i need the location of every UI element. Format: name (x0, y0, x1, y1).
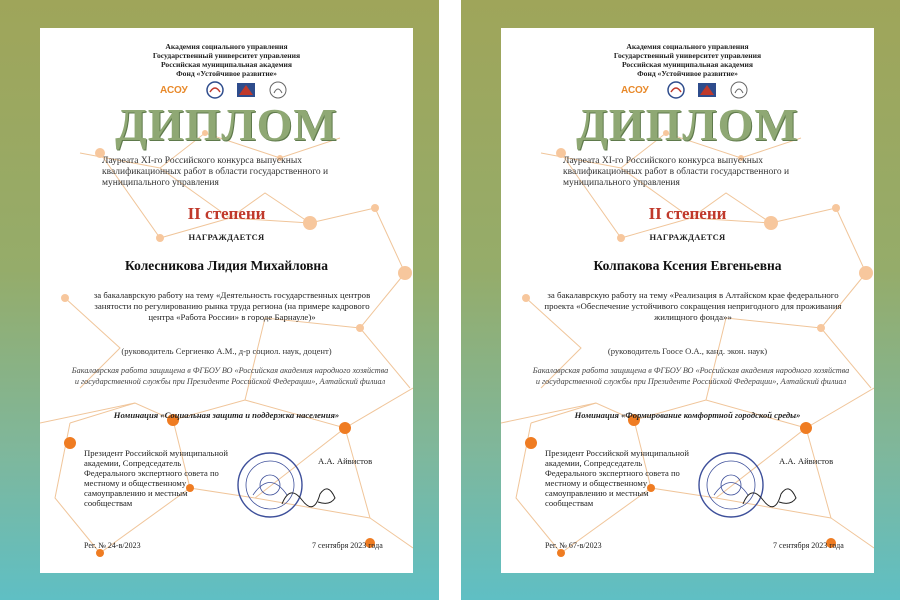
header-line-4: Фонд «Устойчивое развитие» (176, 69, 277, 78)
nomination: Номинация «Формирование комфортной городской среды» (574, 410, 801, 420)
president-title: Президент Российской муниципальной академии, Сопредседатель Федерального экспертного совета по местному и общественному самоуправлению и местным сообществам (545, 448, 689, 508)
award-label: НАГРАЖДАЕТСЯ (188, 232, 265, 242)
asou-logo-text: АСОУ (160, 85, 188, 96)
issue-date: 7 сентября 2023 года (773, 541, 844, 550)
asou-logo (160, 80, 190, 100)
diploma-degree: II степени (187, 204, 266, 223)
nomination: Номинация «Социальная защита и поддержка населения» (113, 410, 340, 420)
defense-institution: Бакалаврская работа защищена в ФГБОУ ВО «Российская академия народного хозяйства и государственной службы при Президенте Российской Федерации», Алтайский филиал (71, 366, 389, 386)
fund-logo-icon (268, 80, 288, 100)
signer-name: А.А. Айвистов (779, 456, 834, 466)
fund-logo-icon (729, 80, 749, 100)
diploma-right-frame (461, 0, 900, 600)
supervisor: (руководитель Сергиенко А.М., д-р социол. наук, доцент) (121, 346, 332, 356)
header-line-2: Государственный университет управления (613, 51, 762, 60)
diploma-title: ДИПЛОМ (115, 99, 338, 150)
diploma-right (501, 28, 874, 573)
signature-icon (741, 476, 801, 511)
issue-date: 7 сентября 2023 года (312, 541, 383, 550)
thesis-topic: за бакалаврскую работу на тему «Реализация в Алтайском крае федерального проекта «Обеспечение устойчивого сокращения непригодного для проживания жилищного фонда»» (544, 290, 842, 322)
header-line-1: Академия социального управления (626, 42, 749, 51)
recipient-name: Колпакова Ксения Евгеньевна (593, 258, 782, 273)
diploma-subtitle: Лауреата XI-го Российского конкурса выпускных квалификационных работ в области государственного и муниципального управления (102, 156, 329, 188)
partner-logos (40, 80, 413, 100)
university-logo-icon (666, 80, 686, 100)
thesis-topic: за бакалаврскую работу на тему «Деятельность государственных центров занятости по регулированию рынка труда региона (на примере кадрового центра «Работа России» в городе Барнауле)» (93, 290, 371, 322)
diploma-title: ДИПЛОМ (576, 99, 799, 150)
header-line-2: Государственный университет управления (152, 51, 301, 60)
supervisor: (руководитель Гоосе О.А., канд. экон. наук) (607, 346, 768, 356)
header-line-1: Академия социального управления (165, 42, 288, 51)
asou-logo (621, 80, 651, 100)
diploma-subtitle: Лауреата XI-го Российского конкурса выпускных квалификационных работ в области государственного и муниципального управления (563, 156, 790, 188)
academy-logo-icon (235, 80, 257, 100)
signer-name: А.А. Айвистов (318, 456, 373, 466)
president-title: Президент Российской муниципальной академии, Сопредседатель Федерального экспертного совета по местному и общественному самоуправлению и местным сообществам (84, 448, 228, 508)
header-line-3: Российская муниципальная академия (621, 60, 754, 69)
signature-icon (280, 476, 340, 511)
diploma-degree: II степени (648, 204, 727, 223)
partner-logos (501, 80, 874, 100)
academy-logo-icon (696, 80, 718, 100)
defense-institution: Бакалаврская работа защищена в ФГБОУ ВО «Российская академия народного хозяйства и государственной службы при Президенте Российской Федерации», Алтайский филиал (532, 366, 850, 386)
recipient-name: Колесникова Лидия Михайловна (125, 258, 328, 273)
diploma-left (40, 28, 413, 573)
registration-number: Рег. № 24-в/2023 (84, 541, 141, 550)
asou-logo-text: АСОУ (621, 85, 649, 96)
diploma-left-frame (0, 0, 439, 600)
header-line-3: Российская муниципальная академия (160, 60, 293, 69)
registration-number: Рег. № 67-в/2023 (545, 541, 602, 550)
header-line-4: Фонд «Устойчивое развитие» (637, 69, 738, 78)
university-logo-icon (205, 80, 225, 100)
award-label: НАГРАЖДАЕТСЯ (649, 232, 726, 242)
